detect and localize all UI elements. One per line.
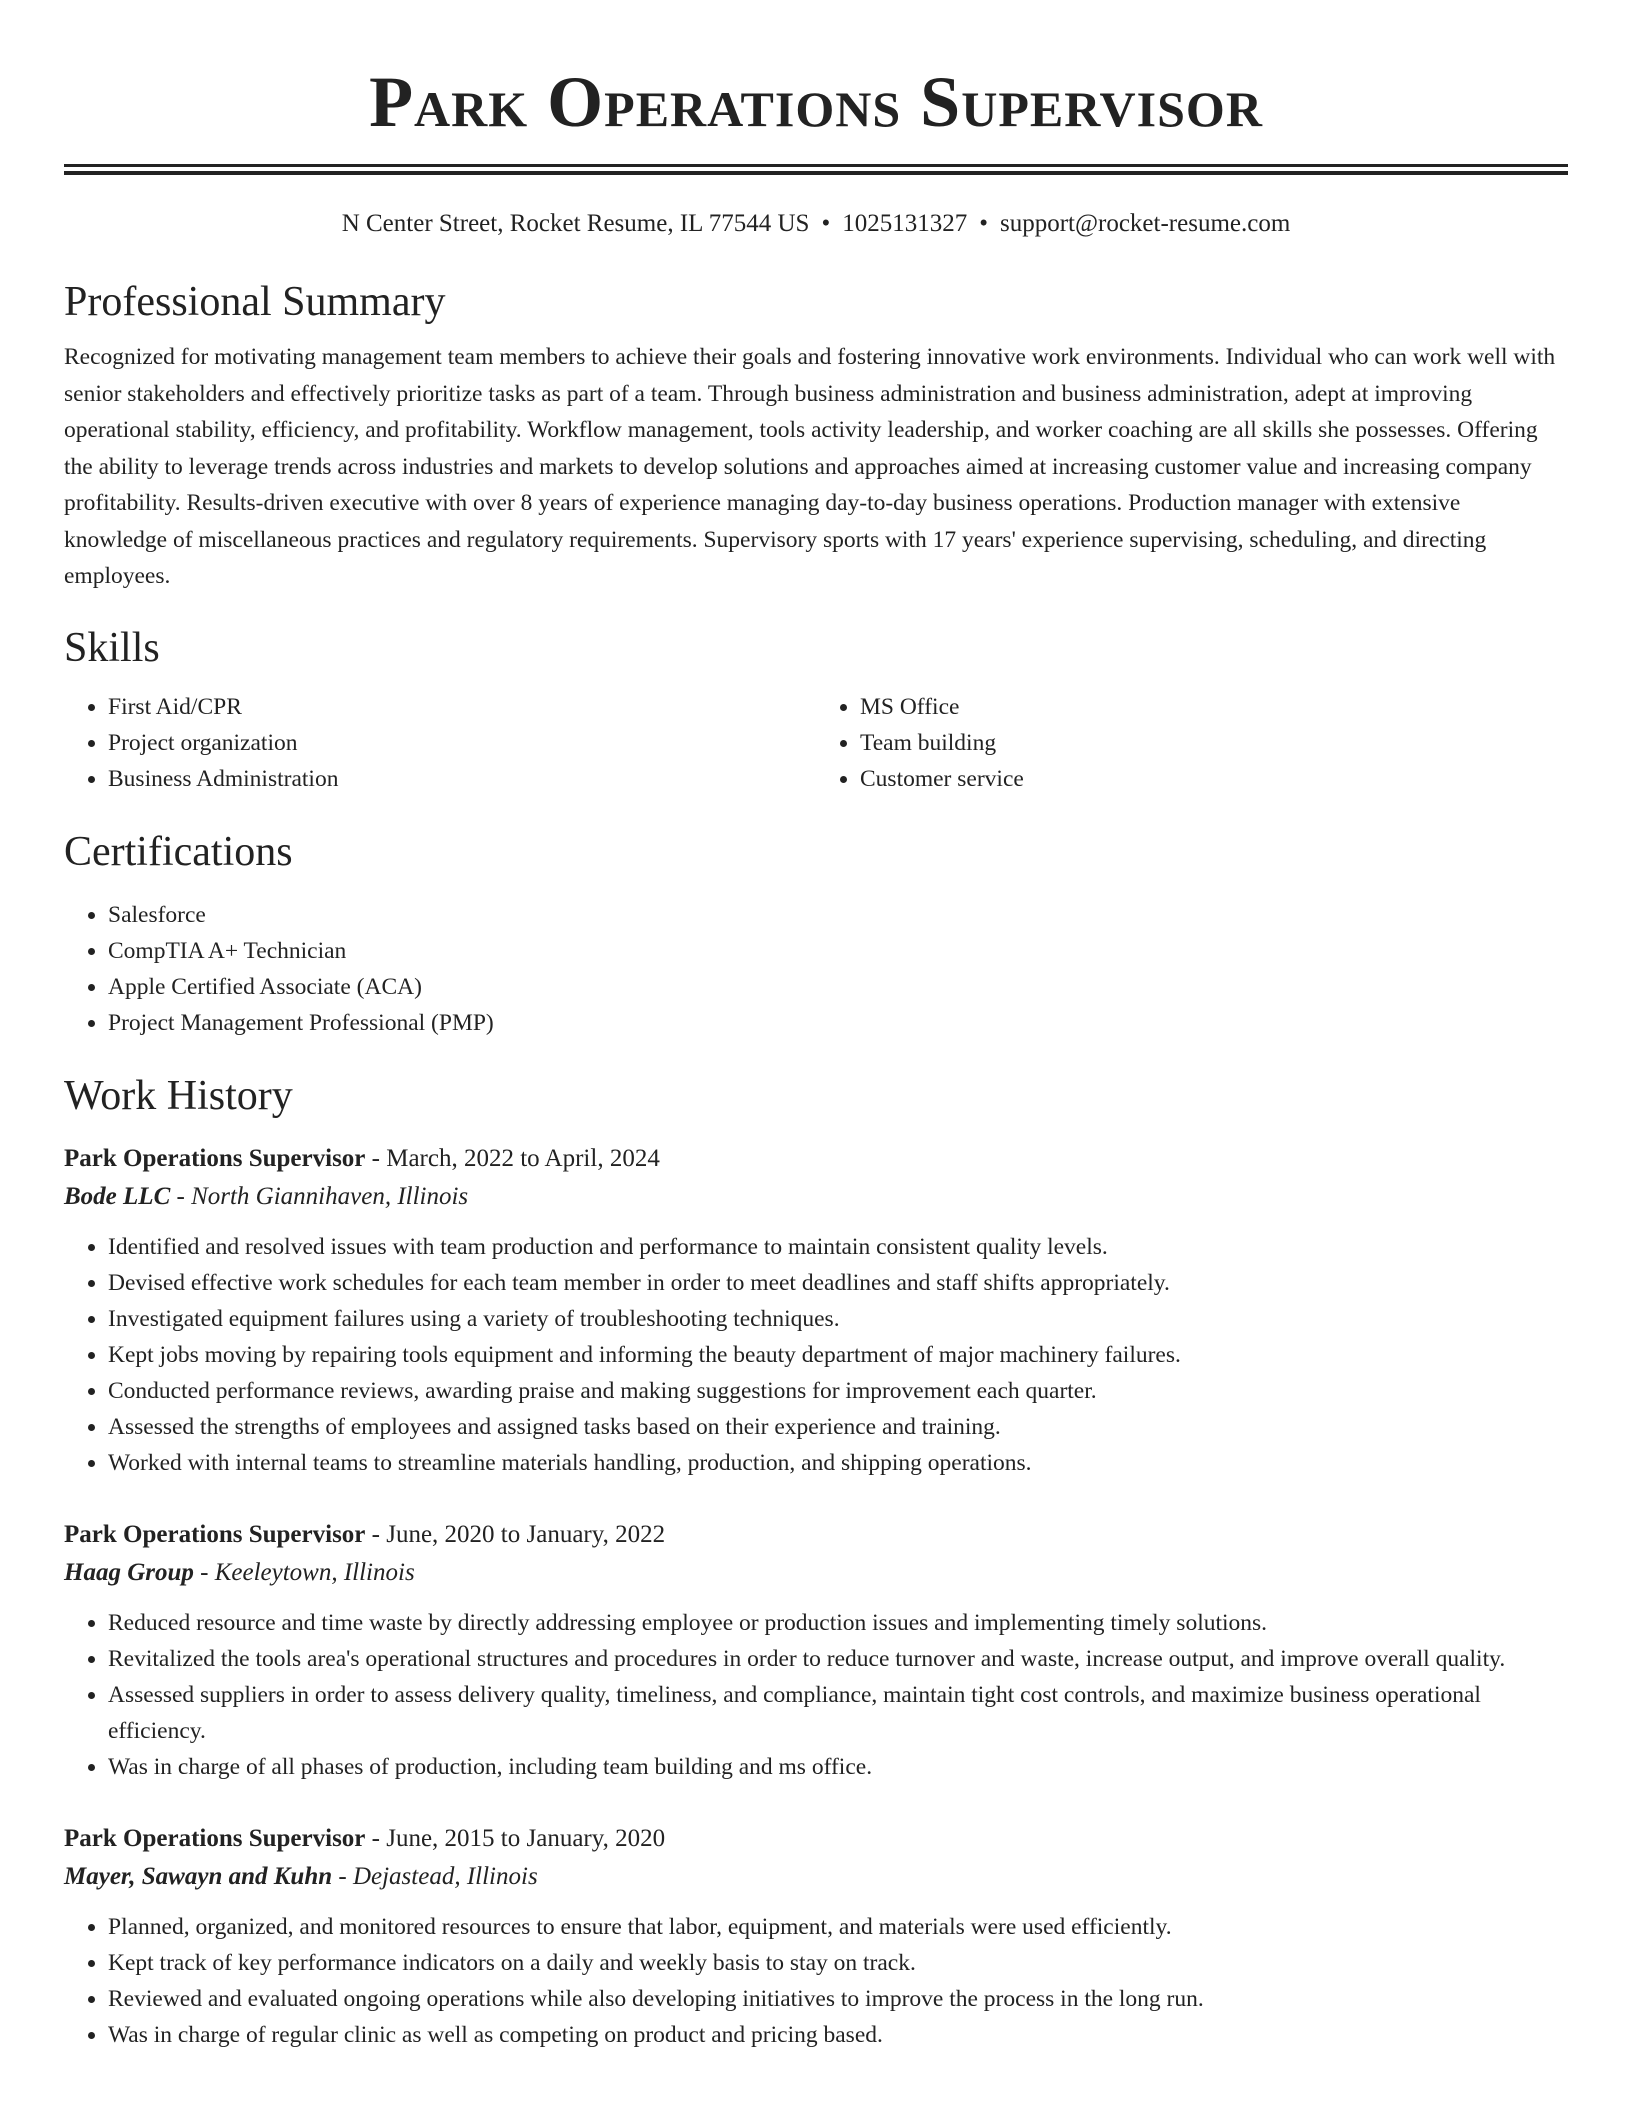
contact-line xyxy=(64,209,1568,239)
work-history-heading: Work History xyxy=(64,1072,293,1119)
job-company: Bode LLC xyxy=(64,1182,171,1210)
job-dates: - March, 2022 to April, 2024 xyxy=(365,1144,660,1172)
job-bullets xyxy=(64,1909,1568,2053)
job-company: Haag Group xyxy=(64,1558,194,1586)
job-company-line xyxy=(64,1177,1568,1217)
job-title: Park Operations Supervisor xyxy=(64,1824,366,1852)
resume-title: Park Operations Supervisor xyxy=(369,62,1263,142)
job-bullet: • Planned, organized, and monitored resources to ensure that labor, equipment, and materials were used efficiently. xyxy=(108,1909,1568,1945)
job-bullet: • Identified and resolved issues with team production and performance to maintain consistent quality levels. xyxy=(108,1229,1568,1265)
job-bullet: • Kept jobs moving by repairing tools equipment and informing the beauty department of major machinery failures. xyxy=(108,1337,1568,1373)
job-bullet: • Reviewed and evaluated ongoing operations while also developing initiatives to improve the process in the long run. xyxy=(108,1981,1568,2017)
skill-item: • Business Administration xyxy=(108,761,816,797)
job-bullet: • Assessed the strengths of employees and assigned tasks based on their experience and training. xyxy=(108,1409,1568,1445)
job-bullet: • Worked with internal teams to streamline materials handling, production, and shipping operations. xyxy=(108,1445,1568,1481)
job-title: Park Operations Supervisor xyxy=(64,1144,366,1172)
certifications-list xyxy=(64,897,1568,1041)
job-bullet: • Assessed suppliers in order to assess delivery quality, timeliness, and compliance, maintain tight cost controls, and maximize business operational efficiency. xyxy=(108,1677,1568,1749)
certifications-heading: Certifications xyxy=(64,828,293,875)
certification-item: • Apple Certified Associate (ACA) xyxy=(108,969,1568,1005)
skill-item: • First Aid/CPR xyxy=(108,689,816,725)
summary-heading: Professional Summary xyxy=(64,279,446,325)
job-location: - Dejastead, Illinois xyxy=(332,1862,538,1890)
skills-list-left xyxy=(64,689,816,797)
job-bullet: • Reduced resource and time waste by directly addressing employee or production issues and implementing timely solutions. xyxy=(108,1605,1568,1641)
job-bullet: • Devised effective work schedules for each team member in order to meet deadlines and staff shifts appropriately. xyxy=(108,1265,1568,1301)
skills-columns xyxy=(64,689,1568,797)
job-bullet: • Was in charge of regular clinic as well as competing on product and pricing based. xyxy=(108,2017,1568,2053)
skill-item: • Team building xyxy=(860,725,1568,761)
job-title-line xyxy=(64,1517,1568,1553)
job-company-line xyxy=(64,1553,1568,1593)
summary-text: Recognized for motivating management team members to achieve their goals and fostering innovative work environments. Individual who can work well with senior stakeholders and effectively prioritize tasks as part of a team. Through business administration and business administration, adept at improving operational stability, efficiency, and profitability. Workflow management, tools activity leadership, and worker coaching are all skills she possesses. Offering the ability to leverage trends across industries and markets to develop solutions and approaches aimed at increasing customer value and increasing company profitability. Results-driven executive with over 8 years of experience managing day-to-day business operations. Production manager with extensive knowledge of miscellaneous practices and regulatory requirements. Supervisory sports with 17 years' experience supervising, scheduling, and directing employees. xyxy=(64,344,1556,589)
job-title-line xyxy=(64,1141,1568,1177)
contact-email: support@rocket-resume.com xyxy=(999,210,1291,237)
job-company: Mayer, Sawayn and Kuhn xyxy=(64,1862,333,1890)
job-company-line xyxy=(64,1857,1568,1897)
job-location: - Keeleytown, Illinois xyxy=(193,1558,415,1586)
job-bullet: • Revitalized the tools area's operational structures and procedures in order to reduce turnover and waste, increase output, and improve overall quality. xyxy=(108,1641,1568,1677)
skill-item: • Customer service xyxy=(860,761,1568,797)
job-dates: - June, 2015 to January, 2020 xyxy=(365,1824,666,1852)
job-dates: - June, 2020 to January, 2022 xyxy=(365,1520,666,1548)
skill-item: • MS Office xyxy=(860,689,1568,725)
contact-address: N Center Street, Rocket Resume, IL 77544 US xyxy=(341,210,810,237)
contact-phone: 1025131327 xyxy=(842,210,968,237)
job-bullet: • Investigated equipment failures using a variety of troubleshooting techniques. xyxy=(108,1301,1568,1337)
skills-heading: Skills xyxy=(64,624,160,671)
job-bullets xyxy=(64,1229,1568,1481)
resume-page xyxy=(64,0,1568,2053)
job-entry xyxy=(64,1821,1568,2053)
job-entry xyxy=(64,1141,1568,1481)
job-bullet: • Was in charge of all phases of production, including team building and ms office. xyxy=(108,1749,1568,1785)
job-title: Park Operations Supervisor xyxy=(64,1520,366,1548)
skills-list-right xyxy=(816,689,1568,797)
job-location: - North Giannihaven, Illinois xyxy=(170,1182,469,1210)
certification-item: • Project Management Professional (PMP) xyxy=(108,1005,1568,1041)
job-bullet: • Kept track of key performance indicators on a daily and weekly basis to stay on track. xyxy=(108,1945,1568,1981)
job-title-line xyxy=(64,1821,1568,1857)
skill-item: • Project organization xyxy=(108,725,816,761)
job-bullet: • Conducted performance reviews, awarding praise and making suggestions for improvement each quarter. xyxy=(108,1373,1568,1409)
contact-separator: • xyxy=(821,210,831,237)
certification-item: • CompTIA A+ Technician xyxy=(108,933,1568,969)
certification-item: • Salesforce xyxy=(108,897,1568,933)
contact-separator: • xyxy=(979,210,988,237)
title-divider xyxy=(64,164,1568,175)
job-entry xyxy=(64,1517,1568,1785)
job-bullets xyxy=(64,1605,1568,1785)
